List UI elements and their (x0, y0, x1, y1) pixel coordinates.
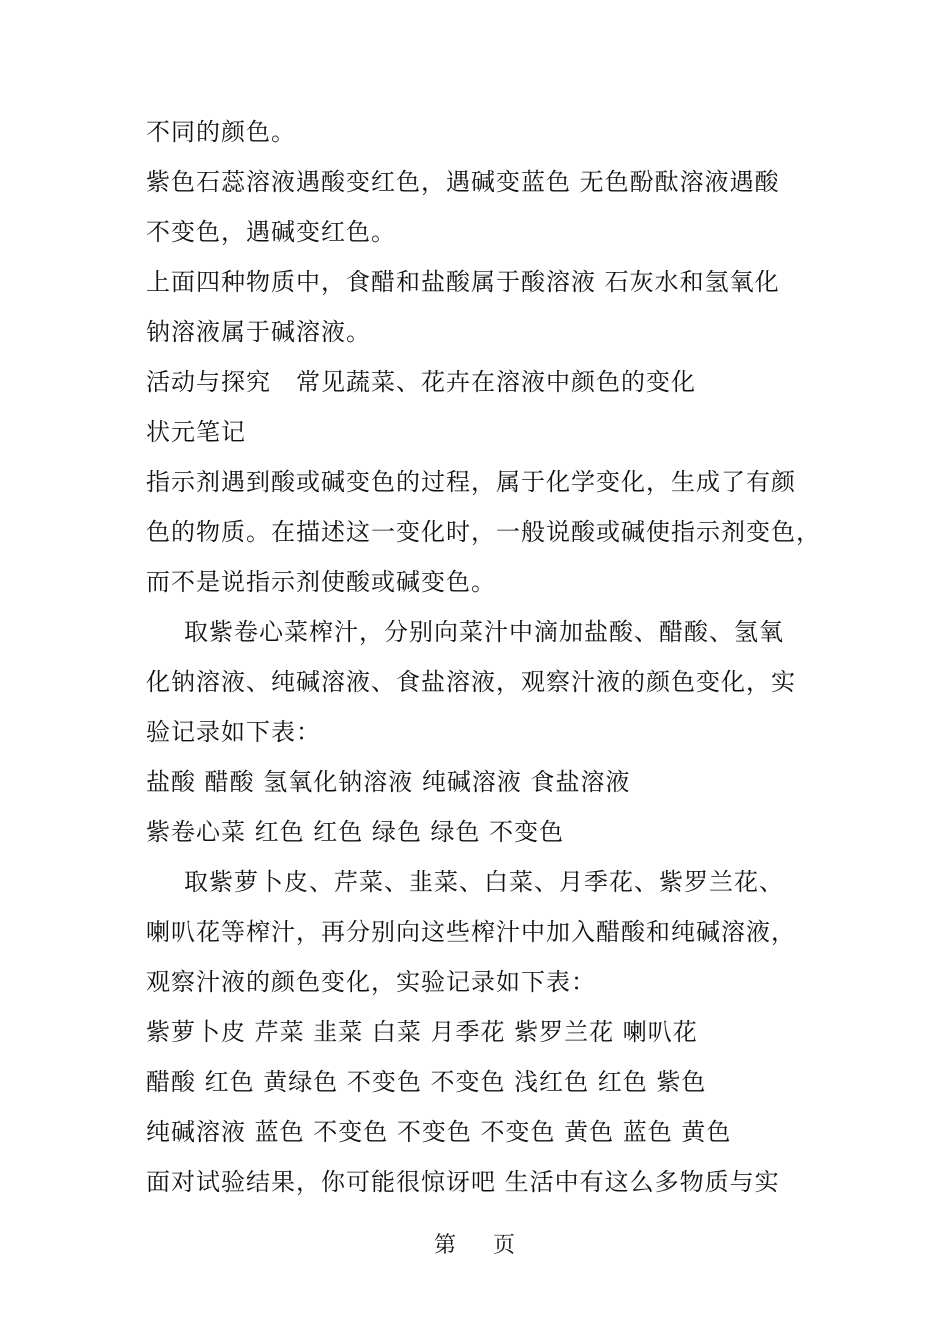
text-line: 紫色石蕊溶液遇酸变红色，遇碱变蓝色 无色酚酞溶液遇酸 (146, 168, 780, 196)
notes-heading: 状元笔记 (146, 418, 246, 446)
table-data-row: 纯碱溶液 蓝色 不变色 不变色 不变色 黄色 蓝色 黄色 (146, 1118, 732, 1146)
section-heading: 活动与探究 常见蔬菜、花卉在溶液中颜色的变化 (146, 368, 696, 396)
text-line: 化钠溶液、纯碱溶液、食盐溶液，观察汁液的颜色变化，实 (146, 668, 796, 696)
table-data-row: 醋酸 红色 黄绿色 不变色 不变色 浅红色 红色 紫色 (146, 1068, 707, 1096)
text-line: 喇叭花等榨汁，再分别向这些榨汁中加入醋酸和纯碱溶液， (146, 918, 796, 946)
text-line: 色的物质。在描述这一变化时，一般说酸或碱使指示剂变色， (146, 518, 821, 546)
text-line: 钠溶液属于碱溶液。 (146, 318, 371, 346)
table-data-row: 紫卷心菜 红色 红色 绿色 绿色 不变色 (146, 818, 565, 846)
paragraph-start: 取紫萝卜皮、芹菜、韭菜、白菜、月季花、紫罗兰花、 (184, 868, 784, 896)
document-body (146, 107, 826, 1207)
text-line: 面对试验结果，你可能很惊讶吧 生活中有这么多物质与实 (146, 1168, 780, 1196)
text-line: 不变色，遇碱变红色。 (146, 218, 396, 246)
text-line: 不同的颜色。 (146, 118, 296, 146)
table-header-row: 盐酸 醋酸 氢氧化钠溶液 纯碱溶液 食盐溶液 (146, 768, 631, 796)
text-line: 指示剂遇到酸或碱变色的过程，属于化学变化，生成了有颜 (146, 468, 796, 496)
footer-page-suffix: 页 (493, 1233, 517, 1258)
text-line: 而不是说指示剂使酸或碱变色。 (146, 568, 496, 596)
page-footer (0, 1228, 950, 1264)
table-header-row: 紫萝卜皮 芹菜 韭菜 白菜 月季花 紫罗兰花 喇叭花 (146, 1018, 698, 1046)
footer-page-prefix: 第 (433, 1233, 457, 1258)
text-line: 观察汁液的颜色变化，实验记录如下表： (146, 968, 596, 996)
paragraph-start: 取紫卷心菜榨汁，分别向菜汁中滴加盐酸、醋酸、氢氧 (184, 618, 784, 646)
text-line: 上面四种物质中，食醋和盐酸属于酸溶液 石灰水和氢氧化 (146, 268, 780, 296)
text-line: 验记录如下表： (146, 718, 321, 746)
